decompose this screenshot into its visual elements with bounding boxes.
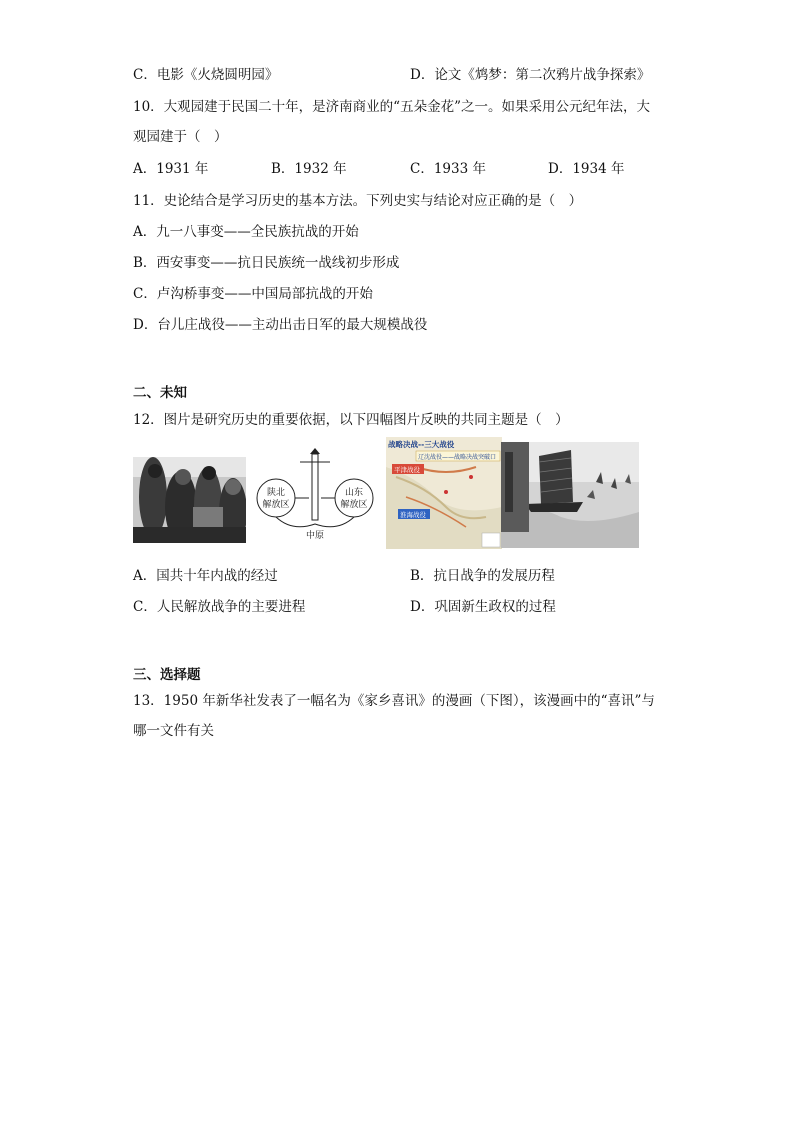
q12-option-c[interactable]: C．人民解放战争的主要进程 xyxy=(133,599,306,615)
q12-option-b[interactable]: B．抗日战争的发展历程 xyxy=(410,568,555,584)
q11-stem: 11．史论结合是学习历史的基本方法。下列史实与结论对应正确的是（ ） xyxy=(133,193,583,209)
diagram-left-label-2: 解放区 xyxy=(262,500,290,510)
map-title: 战略决战--三大战役 xyxy=(388,440,455,449)
map-banner: 辽沈战役——战略决战突破口 xyxy=(418,454,497,461)
section-heading-choice: 三、选择题 xyxy=(133,667,201,683)
diagram-drawing xyxy=(252,448,378,542)
soldiers-photo xyxy=(133,457,246,543)
map-drawing xyxy=(386,437,502,549)
q12-option-d[interactable]: D．巩固新生政权的过程 xyxy=(410,599,556,615)
q10-stem-line2: 观园建于（ ） xyxy=(133,129,228,145)
map-label-pingjin: 平津战役 xyxy=(394,466,420,474)
q12-stem: 12．图片是研究历史的重要依据，以下四幅图片反映的共同主题是（ ） xyxy=(133,412,569,428)
q13-stem-line2: 哪一文件有关 xyxy=(133,723,214,739)
q9-option-c[interactable]: C．电影《火烧圆明园》 xyxy=(133,67,279,83)
strategic-diagram xyxy=(252,448,378,542)
boats-photo xyxy=(501,442,639,548)
q10-option-d[interactable]: D．1934 年 xyxy=(548,161,625,177)
q9-option-d[interactable]: D．论文《鸩梦：第二次鸦片战争探索》 xyxy=(410,67,651,83)
q10-stem-line1: 10．大观园建于民国二十年，是济南商业的“五朵金花”之一。如果采用公元纪年法，大 xyxy=(133,99,650,115)
q12-option-a[interactable]: A．国共十年内战的经过 xyxy=(133,568,278,584)
q10-option-a[interactable]: A．1931 年 xyxy=(133,161,209,177)
three-campaigns-map xyxy=(386,437,502,549)
q11-option-a[interactable]: A．九一八事变——全民族抗战的开始 xyxy=(133,224,359,240)
map-label-huaihai: 淮海战役 xyxy=(400,511,426,519)
q10-option-b[interactable]: B．1932 年 xyxy=(271,161,347,177)
q11-option-d[interactable]: D．台儿庄战役——主动出击日军的最大规模战役 xyxy=(133,317,428,333)
diagram-right-label-2: 解放区 xyxy=(340,500,368,510)
boats-photo-drawing xyxy=(501,442,639,548)
diagram-left-label-1: 陕北 xyxy=(266,488,286,498)
q13-stem-line1: 13．1950 年新华社发表了一幅名为《家乡喜讯》的漫画（下图），该漫画中的“喜讯”与 xyxy=(133,693,655,709)
section-heading-unknown: 二、未知 xyxy=(133,385,187,401)
q11-option-c[interactable]: C．卢沟桥事变——中国局部抗战的开始 xyxy=(133,286,373,302)
diagram-bottom-label: 中原 xyxy=(305,531,325,541)
q11-option-b[interactable]: B．西安事变——抗日民族统一战线初步形成 xyxy=(133,255,400,271)
q10-option-c[interactable]: C．1933 年 xyxy=(410,161,486,177)
diagram-right-label-1: 山东 xyxy=(344,488,364,498)
soldiers-photo-drawing xyxy=(133,457,246,543)
